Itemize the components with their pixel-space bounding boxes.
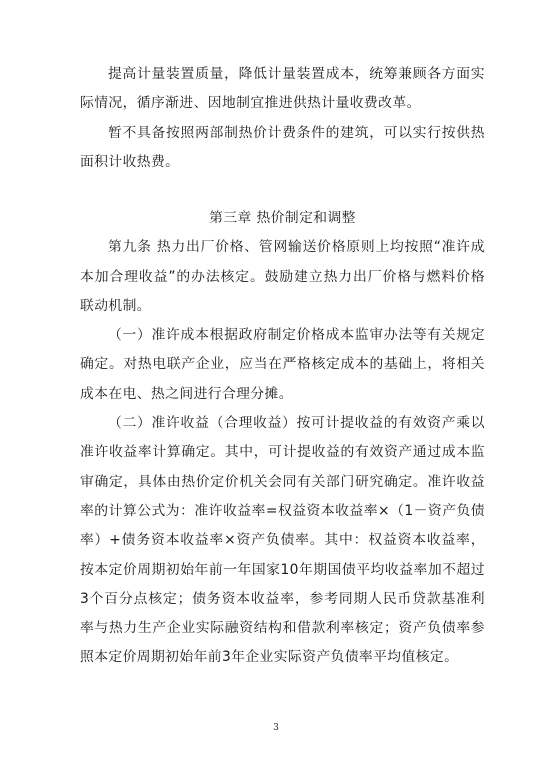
paragraph-permitted-return: （二）准许收益（合理收益）按可计提收益的有效资产乘以准许收益率计算确定。其中，可计提收益的有效资产通过成本监审确定，具体由热价定价机关会同有关部门研究确定。准许收益率的计算公式为：准许收益率=权益资本收益率×（1－资产负债率）+债务资本收益率×资产负债率。其中：权益资本收益率，按本定价周期初始年前一年国家10年期国债平均收益率加不超过3个百分点核定；债务资本收益率，参考同期人民币贷款基准利率与热力生产企业实际融资结构和借款利率核定；资产负债率参照本定价周期初始年前3年企业实际资产负债率平均值核定。 xyxy=(80,415,485,666)
paragraph-area-based-billing: 暂不具备按照两部制热价计费条件的建筑，可以实行按供热面积计收热费。 xyxy=(80,124,485,170)
paragraph-permitted-cost: （一）准许成本根据政府制定价格成本监审办法等有关规定确定。对热电联产企业，应当在严格核定成本的基础上，将相关成本在电、热之间进行合理分摊。 xyxy=(80,327,485,402)
chapter-title: 第三章 热价制定和调整 xyxy=(209,210,356,226)
chapter-three-block xyxy=(80,204,485,673)
intro-text-block xyxy=(80,60,485,177)
paragraph-metering-reform: 提高计量装置质量，降低计量装置成本，统筹兼顾各方面实际情况，循序渐进、因地制宜推进供热计量收费改革。 xyxy=(80,66,485,112)
page-number: 3 xyxy=(273,723,279,733)
paragraph-article-nine: 第九条 热力出厂价格、管网输送价格原则上均按照“准许成本加合理收益”的办法核定。鼓励建立热力出厂价格与燃料价格联动机制。 xyxy=(80,239,485,314)
